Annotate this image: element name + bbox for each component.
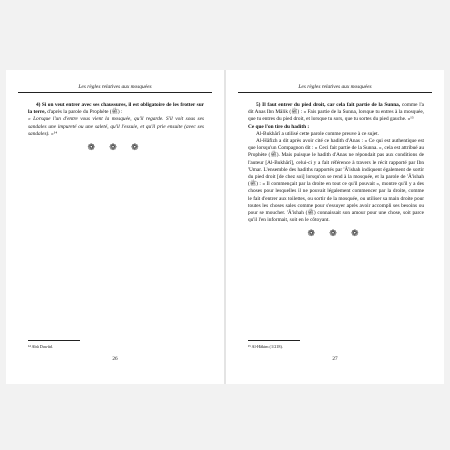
ornament-divider: ❁ ❁ ❁ [307, 228, 365, 239]
rule-4-tail: d'après la parole du Prophète (ﷺ) : [45, 109, 123, 116]
rule-4 [28, 102, 204, 116]
footnote-rule [248, 340, 300, 341]
rule-4-bold: 4) Si on veut entrer avec ses chaussures, il est obligatoire de les frotter sur la terre, [28, 102, 204, 116]
running-head: Les règles relatives aux mosquées [18, 84, 212, 93]
ornament-divider: ❁ ❁ ❁ [87, 142, 145, 153]
right-page-body [248, 102, 424, 238]
rule-5-tail: comme l'a dit Anas Ibn Mâlik (ﷺ) : « Fais partie de la Sunna, lorsque tu entres à la mosquée, que tu entres du pied droit, et lorsque tu sors, que tu sortes du pied gauche. »¹⁵ [248, 102, 424, 123]
left-page-body [28, 102, 204, 151]
hadith-quote: « Lorsque l'un d'entre vous vient la mosquée, qu'il regarde. S'il voit sous ses sandales une impureté ou une saleté, qu'il l'essuie, et qu'il prie ensuite (avec ses sandales). »¹⁴ [28, 116, 204, 137]
right-page [226, 70, 444, 384]
left-page [6, 70, 224, 384]
page-number: 27 [332, 356, 338, 362]
rule-5-bold: 5) Il faut entrer du pied droit, car cela fait partie de la Sunna, [256, 102, 401, 108]
footnote: ¹⁵ Al-Hâkim (1/218). [248, 344, 283, 349]
footnote: ¹⁴ Abû Dawûd. [28, 344, 53, 349]
rule-5 [248, 102, 424, 124]
paragraph: Al-Bukhârî a utilisé cette parole comme preuve à ce sujet. [256, 130, 379, 137]
running-head: Les règles relatives aux mosquées [238, 84, 432, 93]
footnote-rule [28, 340, 80, 341]
paragraph: Al-Hâfizh a dit après avoir cité ce hadith d'Anas : « Ce qui est authentique est que lorsqu'un Compagnon dit : « Ceci fait partie de la Sunna. », cela est attribué au Prophète (ﷺ). Mais puisque le hadith d'Anas ne répondait pas aux conditions de l'auteur [Al-Bukhârî], celui-ci y a fait référence à travers le récit rapporté par Ibn 'Umar. L'ensemble des hadiths rapportés par 'Â'ishah indiquent également de sortir du pied droit [de chez soi] lorsqu'on se rend à la mosquée, et la parole de 'Â'ishah (ﷺ) : « Il commençait par la droite en tout ce qu'il pouvait », montre qu'il y a des choses pour lesquelles il ne pouvait légalement commencer par la droite, comme le fait d'entrer aux toilettes, ou sortir de la mosquée, ou utiliser sa main droite pour toutes les choses sales comme pour s'essuyer après avoir accompli ses besoins ou pour se moucher. 'Â'ishah (ﷺ) connaissait son amour pour une chose, soit parce qu'il l'en informait, soit en le côtoyant. [248, 138, 425, 224]
section-title: Ce que l'on tire du hadith : [248, 123, 310, 130]
page-number: 26 [112, 356, 118, 362]
